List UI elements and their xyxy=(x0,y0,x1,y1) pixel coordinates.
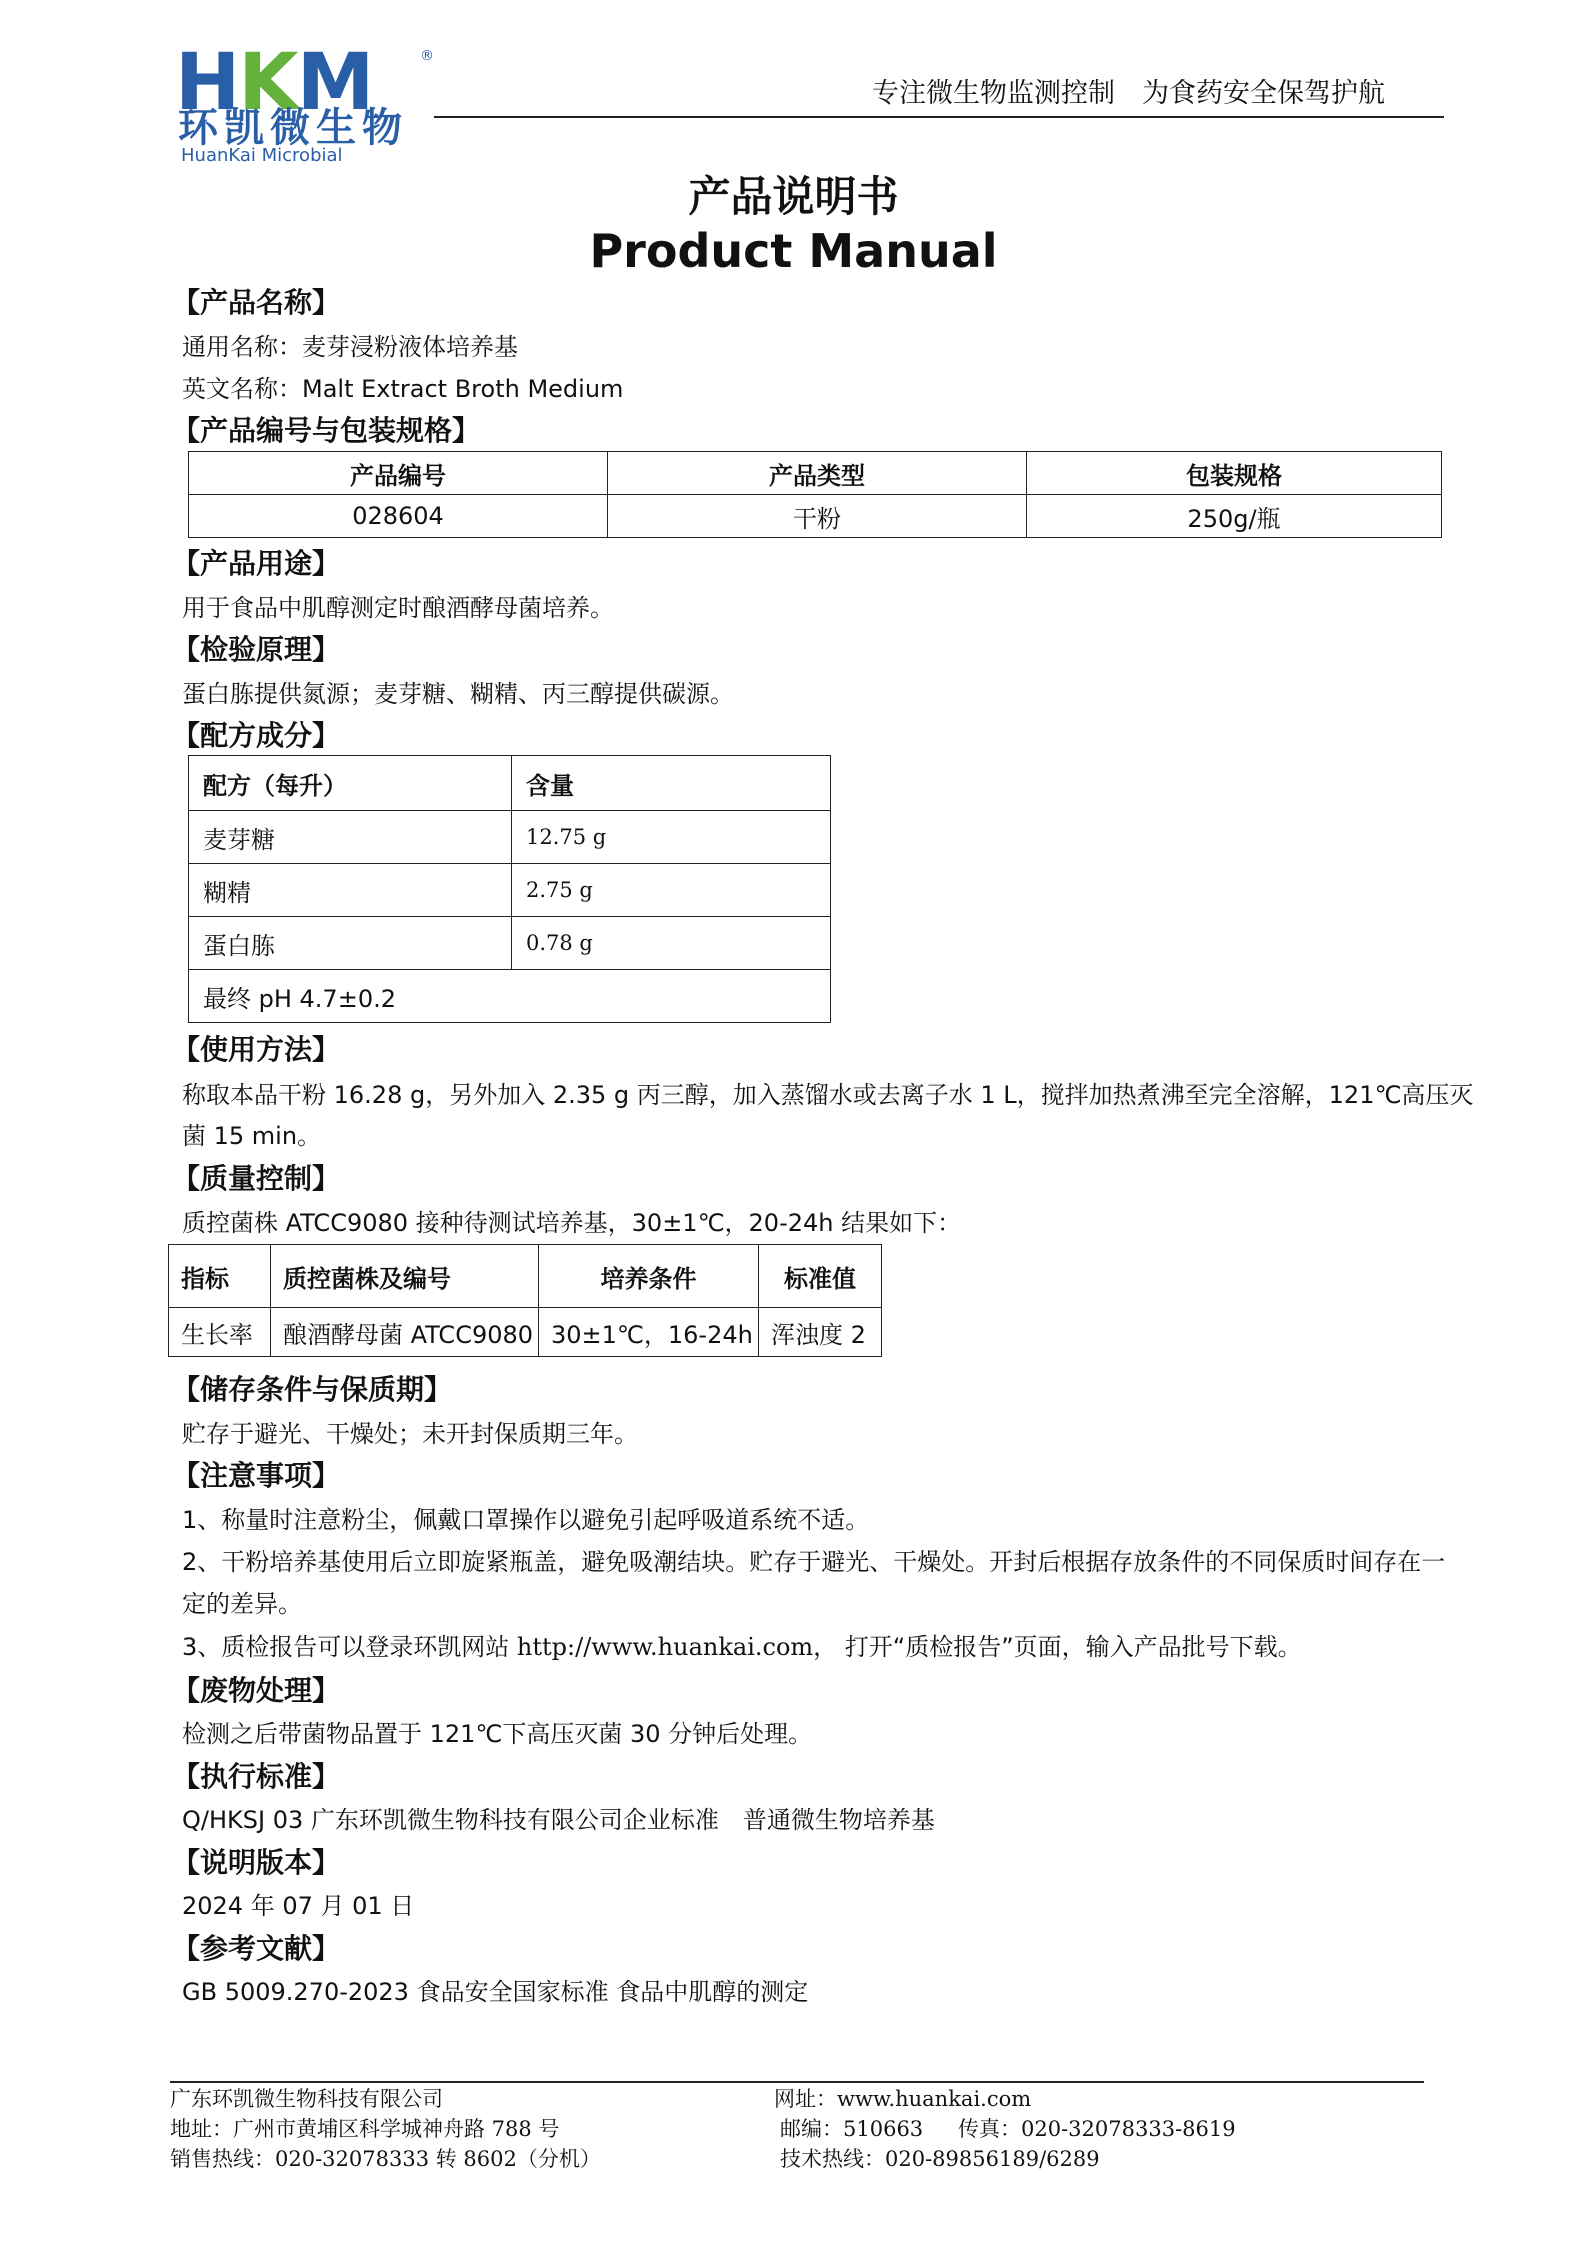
product-code: 028604 xyxy=(189,495,608,538)
method-line-1: 称取本品干粉 16.28 g，另外加入 2.35 g 丙三醇，加入蒸馏水或去离子水 1 L，搅拌加热煮沸至完全溶解，121℃高压灭 xyxy=(182,1081,1474,1109)
section-heading-reference: 【参考文献】 xyxy=(172,1932,341,1965)
section-heading-qc: 【质量控制】 xyxy=(172,1162,341,1195)
website-link[interactable]: http://www.huankai.com xyxy=(516,1633,814,1661)
logo-letter-m: M xyxy=(296,38,373,128)
header-product-code: 产品编号 xyxy=(189,452,608,495)
ingredient-amount: 0.78 g xyxy=(512,917,831,970)
header-strain: 质控菌株及编号 xyxy=(271,1245,539,1308)
final-ph: 最终 pH 4.7±0.2 xyxy=(189,970,831,1023)
header-formula: 配方（每升） xyxy=(189,756,512,811)
document-title-en: Product Manual xyxy=(589,224,998,278)
table-header-row xyxy=(169,1245,882,1308)
section-heading-packaging: 【产品编号与包装规格】 xyxy=(172,414,481,447)
table-row xyxy=(169,1308,882,1357)
table-row xyxy=(189,495,1442,538)
header-indicator: 指标 xyxy=(169,1245,271,1308)
section-heading-disposal: 【废物处理】 xyxy=(172,1674,341,1707)
header-conditions: 培养条件 xyxy=(539,1245,759,1308)
ingredient-name: 糊精 xyxy=(189,864,512,917)
header-divider xyxy=(434,116,1444,118)
product-type: 干粉 xyxy=(608,495,1027,538)
note-1: 1、称量时注意粉尘，佩戴口罩操作以避免引起呼吸道系统不适。 xyxy=(182,1506,870,1534)
table-header-row xyxy=(189,756,831,811)
qc-strain: 酿酒酵母菌 ATCC9080 xyxy=(271,1308,539,1357)
logo-chinese-name: 环凯微生物 xyxy=(178,105,408,151)
table-row xyxy=(189,917,831,970)
ingredient-name: 麦芽糖 xyxy=(189,811,512,864)
section-heading-principle: 【检验原理】 xyxy=(172,633,341,666)
english-name: 英文名称：Malt Extract Broth Medium xyxy=(182,375,624,403)
note-3 xyxy=(182,1632,1302,1662)
principle-text: 蛋白胨提供氮源；麦芽糖、糊精、丙三醇提供碳源。 xyxy=(182,680,734,708)
footer-divider xyxy=(170,2081,1424,2083)
qc-indicator: 生长率 xyxy=(169,1308,271,1357)
registered-mark: ® xyxy=(420,48,434,64)
note-2-line-1: 2、干粉培养基使用后立即旋紧瓶盖，避免吸潮结块。贮存于避光、干燥处。开封后根据存放条件的不同保质时间存在一 xyxy=(182,1548,1446,1576)
section-heading-standard: 【执行标准】 xyxy=(172,1760,341,1793)
section-heading-version: 【说明版本】 xyxy=(172,1846,341,1879)
note-3-prefix: 3、质检报告可以登录环凯网站 xyxy=(182,1633,517,1661)
note-2-line-2: 定的差异。 xyxy=(182,1590,302,1618)
footer-postcode: 邮编：510663 xyxy=(780,2117,924,2141)
table-row xyxy=(189,970,831,1023)
ingredient-amount: 2.75 g xyxy=(512,864,831,917)
qc-intro: 质控菌株 ATCC9080 接种待测试培养基，30±1℃，20-24h 结果如下： xyxy=(182,1209,962,1237)
disposal-text: 检测之后带菌物品置于 121℃下高压灭菌 30 分钟后处理。 xyxy=(182,1720,813,1748)
footer-tech-hotline: 技术热线：020-89856189/6289 xyxy=(780,2147,1100,2171)
table-row xyxy=(189,811,831,864)
table-row xyxy=(189,864,831,917)
header-amount: 含量 xyxy=(512,756,831,811)
table-header-row xyxy=(189,452,1442,495)
footer-sales-hotline: 销售热线：020-32078333 转 8602（分机） xyxy=(170,2147,601,2171)
footer-address: 地址：广州市黄埔区科学城神舟路 788 号 xyxy=(170,2117,560,2141)
section-heading-formula: 【配方成分】 xyxy=(172,719,341,752)
qc-table xyxy=(168,1244,882,1357)
reference-text: GB 5009.270-2023 食品安全国家标准 食品中肌醇的测定 xyxy=(182,1978,809,2006)
section-heading-notes: 【注意事项】 xyxy=(172,1459,341,1492)
document-title-cn: 产品说明书 xyxy=(688,172,899,221)
logo-letter-k: K xyxy=(238,38,297,128)
standard-text: Q/HKSJ 03 广东环凯微生物科技有限公司企业标准 普通微生物培养基 xyxy=(182,1806,935,1834)
section-heading-product-name: 【产品名称】 xyxy=(172,286,341,319)
qc-conditions: 30±1℃，16-24h xyxy=(539,1308,759,1357)
footer-website[interactable]: 网址：www.huankai.com xyxy=(774,2087,1032,2111)
section-heading-method: 【使用方法】 xyxy=(172,1033,341,1066)
usage-text: 用于食品中肌醇测定时酿酒酵母菌培养。 xyxy=(182,594,614,622)
footer-company: 广东环凯微生物科技有限公司 xyxy=(170,2087,443,2111)
header-package-spec: 包装规格 xyxy=(1027,452,1442,495)
header-product-type: 产品类型 xyxy=(608,452,1027,495)
ingredient-name: 蛋白胨 xyxy=(189,917,512,970)
header-standard: 标准值 xyxy=(759,1245,882,1308)
note-3-suffix: ， 打开“质检报告”页面，输入产品批号下载。 xyxy=(813,1633,1302,1661)
header-slogan: 专注微生物监测控制 为食药安全保驾护航 xyxy=(872,78,1385,109)
storage-text: 贮存于避光、干燥处；未开封保质期三年。 xyxy=(182,1420,638,1448)
footer-fax: 传真：020-32078333-8619 xyxy=(958,2117,1236,2141)
section-heading-usage: 【产品用途】 xyxy=(172,547,341,580)
formula-table xyxy=(188,755,831,1023)
package-spec: 250g/瓶 xyxy=(1027,495,1442,538)
method-line-2: 菌 15 min。 xyxy=(182,1122,322,1150)
packaging-table xyxy=(188,451,1442,538)
version-text: 2024 年 07 月 01 日 xyxy=(182,1892,415,1920)
section-heading-storage: 【储存条件与保质期】 xyxy=(172,1373,453,1406)
common-name: 通用名称：麦芽浸粉液体培养基 xyxy=(182,333,518,361)
logo-letter-h: H xyxy=(175,38,239,128)
ingredient-amount: 12.75 g xyxy=(512,811,831,864)
logo-english-name: HuanKai Microbial xyxy=(181,145,343,166)
qc-standard: 浑浊度 2 xyxy=(759,1308,882,1357)
